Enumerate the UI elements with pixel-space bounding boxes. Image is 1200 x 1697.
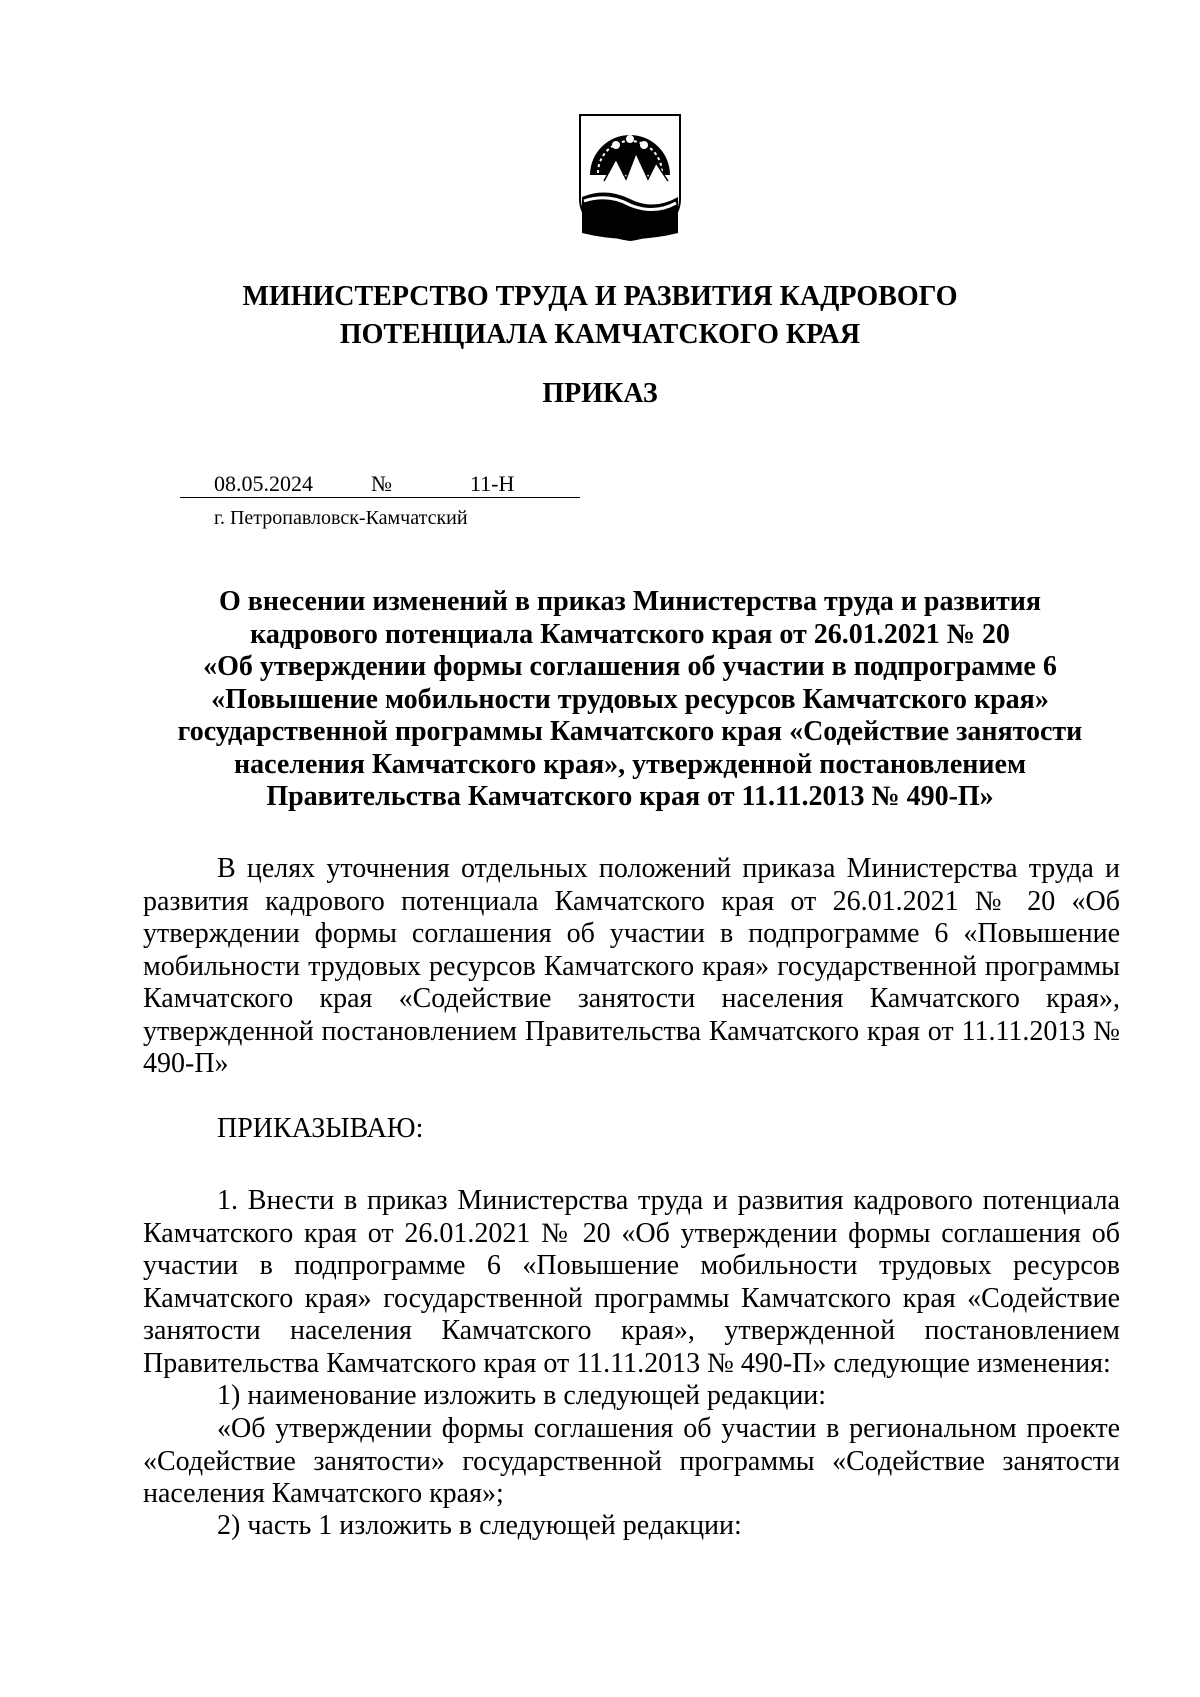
kamchatka-coat-of-arms-icon bbox=[578, 113, 682, 241]
registration-date: 08.05.2024 bbox=[214, 471, 313, 496]
document-heading bbox=[140, 586, 1120, 814]
ministry-name-line-2: ПОТЕНЦИАЛА КАМЧАТСКОГО КРАЯ bbox=[339, 319, 861, 350]
heading-line: государственной программы Камчатского края «Содействие занятости bbox=[177, 716, 1083, 747]
heading-line: населения Камчатского края», утвержденной постановлением bbox=[233, 748, 1027, 780]
item-1-1-line: 1) наименование изложить в следующей редакции: bbox=[217, 1380, 827, 1411]
ministry-name-line-1: МИНИСТЕРСТВО ТРУДА И РАЗВИТИЯ КАДРОВОГО bbox=[242, 281, 958, 312]
heading-line: «Повышение мобильности трудовых ресурсов Камчатского края» bbox=[211, 683, 1049, 715]
heading-line: О внесении изменений в приказ Министерства труда и развития bbox=[218, 586, 1042, 617]
item-1-paragraph: 1. Внести в приказ Министерства труда и развития кадрового потенциала Камчатского края от 26.01.2021 № 20 «Об утверждении формы соглашения об участии в подпрограмме 6 «Повышение мобильности трудовых ресурсов Камчатского края» государственной программы Камчатского края «Содействие занятости населения Камчатского края», утвержденной постановлением Правительства Камчатского края от 11.11.2013 № 490-П» следующие изменения: bbox=[143, 1185, 1120, 1379]
ministry-name bbox=[150, 278, 1050, 354]
document-type: ПРИКАЗ bbox=[542, 378, 658, 409]
heading-line: кадрового потенциала Камчатского края от 26.01.2021 № 20 bbox=[250, 618, 1010, 650]
item-1-1-new-title: «Об утверждении формы соглашения об участии в региональном проекте «Содействие занятости» государственной программы «Содействие занятости населения Камчатского края»; bbox=[143, 1413, 1120, 1509]
heading-line: Правительства Камчатского края от 11.11.2013 № 490-П» bbox=[266, 781, 994, 812]
issue-city: г. Петропавловск-Камчатский bbox=[214, 507, 468, 529]
preamble-paragraph: В целях уточнения отдельных положений приказа Министерства труда и развития кадрового потенциала Камчатского края от 26.01.2021 № 20 «Об утверждении формы соглашения об участии в подпрограмме 6 «Повышение мобильности трудовых ресурсов Камчатского края» государственной программы Камчатского края «Содействие занятости населения Камчатского края», утвержденной постановлением Правительства Камчатского края от 11.11.2013 № 490-П» bbox=[143, 853, 1120, 1079]
registration-underline bbox=[180, 497, 580, 498]
order-word: ПРИКАЗЫВАЮ: bbox=[217, 1113, 424, 1144]
item-1-2-line: 2) часть 1 изложить в следующей редакции: bbox=[217, 1510, 742, 1541]
heading-line: «Об утверждении формы соглашения об участии в подпрограмме 6 bbox=[203, 651, 1057, 682]
registration-number-label: № bbox=[371, 471, 392, 496]
registration-number: 11-Н bbox=[470, 471, 515, 496]
